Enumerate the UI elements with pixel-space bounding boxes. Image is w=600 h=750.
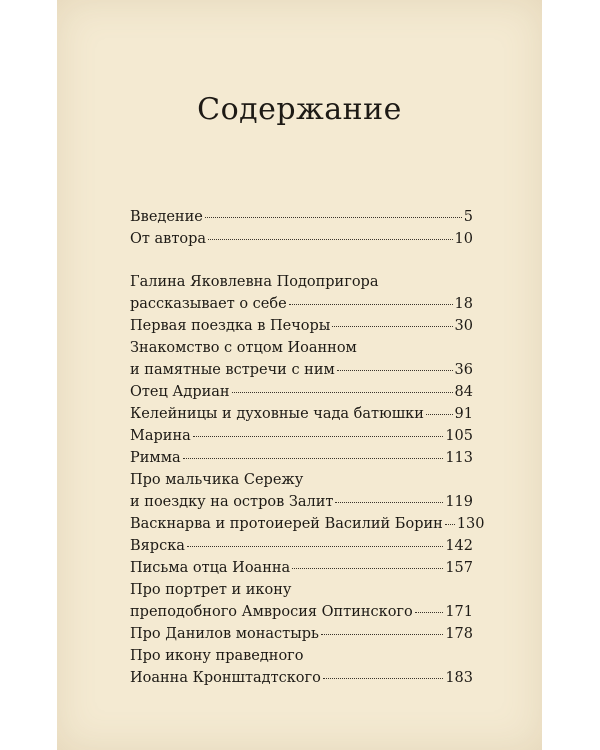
toc-page-number: 171 [445, 604, 473, 620]
page-title: Содержание [197, 92, 402, 127]
toc-entry-title: Отец Адриан [130, 384, 230, 400]
toc-entry [130, 535, 473, 557]
toc-entry-title: Галина Яковлевна Подопригора [130, 274, 379, 290]
toc-page-number: 18 [454, 296, 473, 312]
toc-entry-row [130, 601, 473, 623]
toc-entry-row [130, 206, 473, 228]
toc-entry-row [130, 381, 473, 403]
toc-page-number: 130 [456, 516, 485, 532]
toc-entry [130, 425, 473, 447]
toc-entry-row [130, 667, 473, 689]
toc-page-number: 5 [463, 209, 473, 225]
toc-entry-line [130, 469, 473, 491]
toc-entry-title: Иоанна Кронштадтского [130, 670, 321, 686]
toc-entry-title: От автора [130, 231, 207, 247]
toc-entry-title: преподобного Амвросия Оптинского [130, 604, 413, 620]
toc-page-number: 84 [454, 384, 473, 400]
toc-page-number: 178 [445, 626, 473, 642]
toc-entry [130, 315, 473, 337]
toc-page-number: 142 [445, 538, 473, 554]
toc-entry-title: Вярска [130, 538, 185, 554]
toc-entry-title: Первая поездка в Печоры [130, 318, 331, 334]
toc-entry-title: Про портрет и икону [130, 582, 292, 598]
toc-entry-row [130, 535, 473, 557]
dot-leader [415, 612, 444, 613]
dot-leader [289, 304, 453, 305]
toc-entry [130, 447, 473, 469]
toc-entry-title: и поездку на остров Залит [130, 494, 334, 510]
toc-entry-row [130, 447, 473, 469]
dot-leader [335, 502, 443, 503]
dot-leader [193, 436, 444, 437]
toc-entry-row [130, 315, 473, 337]
dot-leader [232, 392, 453, 393]
dot-leader [321, 634, 443, 635]
toc-page-number: 30 [454, 318, 473, 334]
toc-entry [130, 623, 473, 645]
toc-entry-row [130, 425, 473, 447]
toc-entry-title: Про мальчика Сережу [130, 472, 304, 488]
section-gap [130, 250, 473, 271]
dot-leader [292, 568, 443, 569]
toc-entry-row [130, 403, 473, 425]
toc-entry-line [130, 337, 473, 359]
toc-entry [130, 228, 473, 250]
toc-entry [130, 579, 473, 623]
toc-entry-row [130, 557, 473, 579]
toc-page-number: 10 [454, 231, 473, 247]
toc-page-number: 119 [445, 494, 473, 510]
toc-entry-title: Васкнарва и протоиерей Василий Борин [130, 516, 443, 532]
dot-leader [445, 524, 455, 525]
toc-entry-row [130, 359, 473, 381]
toc-entry-line [130, 271, 473, 293]
dot-leader [426, 414, 453, 415]
toc-entry [130, 469, 473, 513]
toc-page-number: 105 [445, 428, 473, 444]
toc-entry [130, 513, 485, 535]
toc-entry-title: и памятные встречи с ним [130, 362, 335, 378]
toc-entry-title: Римма [130, 450, 181, 466]
toc-entry [130, 557, 473, 579]
toc-entry-title: Про Данилов монастырь [130, 626, 319, 642]
toc-page-number: 183 [445, 670, 473, 686]
toc-entry-title: Келейницы и духовные чада батюшки [130, 406, 424, 422]
toc-entry [130, 337, 473, 381]
toc-entry-line [130, 579, 473, 601]
dot-leader [323, 678, 443, 679]
dot-leader [187, 546, 443, 547]
toc-entry-line [130, 645, 473, 667]
toc-entry-title: рассказывает о себе [130, 296, 287, 312]
dot-leader [183, 458, 444, 459]
toc-page-number: 36 [454, 362, 473, 378]
dot-leader [332, 326, 452, 327]
toc-entry [130, 381, 473, 403]
toc-entry [130, 271, 473, 315]
toc-entry-row [130, 293, 473, 315]
dot-leader [205, 217, 462, 218]
toc-entry-title: Про икону праведного [130, 648, 304, 664]
toc-entry-title: Письма отца Иоанна [130, 560, 291, 576]
toc-entry-row [130, 623, 473, 645]
toc-entry-title: Знакомство с отцом Иоанном [130, 340, 357, 356]
toc-entry-row [130, 491, 473, 513]
dot-leader [337, 370, 453, 371]
toc-page-number: 157 [445, 560, 473, 576]
toc-entry-title: Марина [130, 428, 191, 444]
dot-leader [208, 239, 453, 240]
table-of-contents [130, 206, 485, 689]
toc-entry [130, 645, 473, 689]
toc-page-number: 91 [454, 406, 473, 422]
toc-entry-row [130, 513, 485, 535]
toc-entry-row [130, 228, 473, 250]
toc-entry [130, 403, 473, 425]
toc-page-number: 113 [445, 450, 473, 466]
toc-entry [130, 206, 473, 228]
book-page [57, 0, 542, 750]
toc-entry-title: Введение [130, 209, 203, 225]
